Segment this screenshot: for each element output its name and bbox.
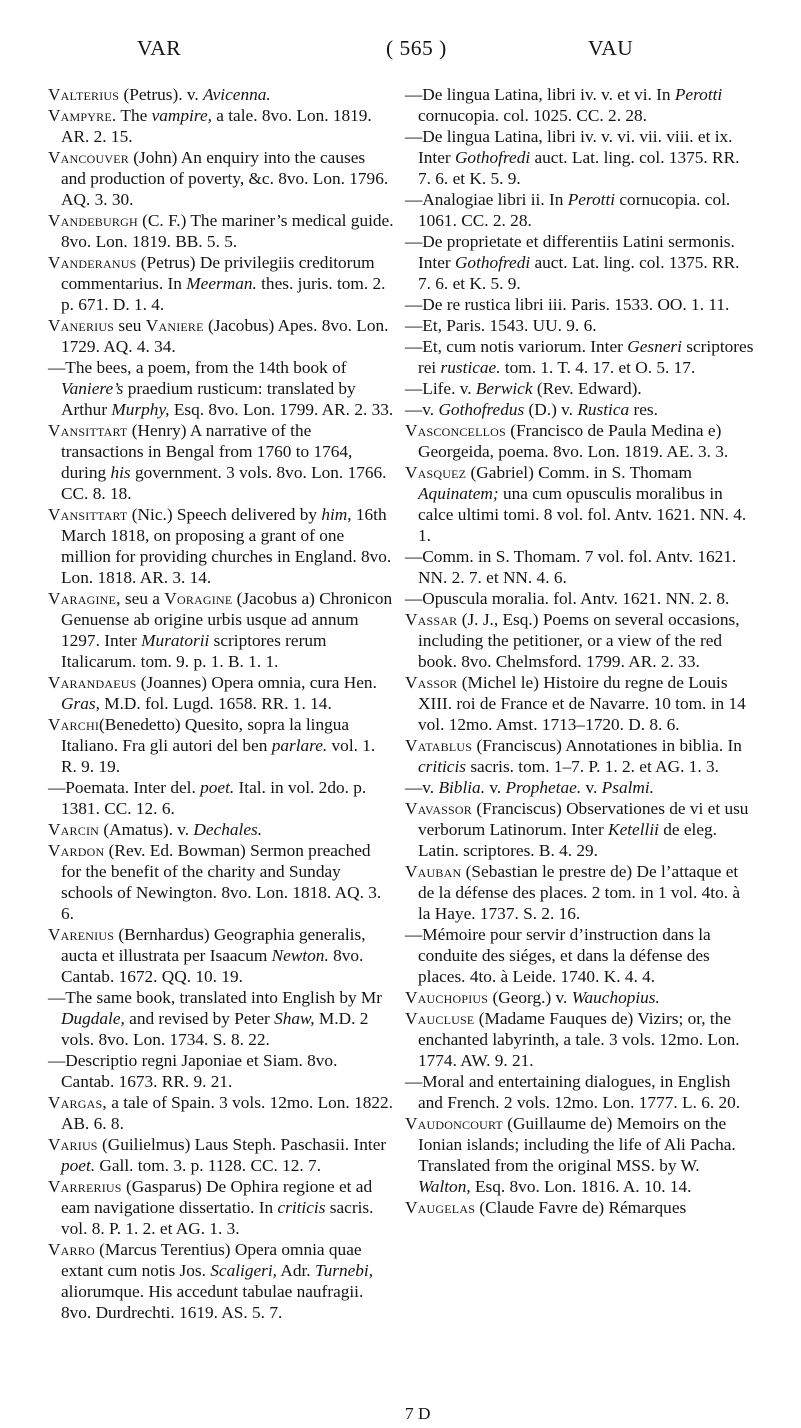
entry-italic-text: parlare. [271,736,328,755]
entry-text: —Et, Paris. 1543. UU. 9. 6. [405,316,597,335]
entry-headword: Vaudoncourt [405,1114,503,1133]
entry-text: seu [114,316,146,335]
entry-headword: Vargas, [48,1093,107,1112]
entry-text: (Guilielmus) Laus Steph. Paschasii. Inter [97,1135,387,1154]
entry-text: sacris. tom. 1–7. P. 1. 2. et AG. 1. 3. [466,757,719,776]
catalog-entry [48,84,394,105]
left-column [48,84,394,1323]
entry-headword: Vauchopius [405,988,489,1007]
entry-italic-text: poet. [200,778,235,797]
entry-text: auct. Lat. ling. col. 1375. RR. 7. 6. et K. 5. 9. [418,148,740,188]
catalog-entry [405,861,755,924]
entry-italic-text: Dechales. [193,820,263,839]
entry-text: thes. juris. tom. 2. p. 671. D. 1. 4. [61,274,386,314]
catalog-entry [405,1071,755,1113]
catalog-entry [405,315,755,336]
entry-text: (Petrus). v. [119,85,204,104]
entry-text: (Amatus). v. [99,820,194,839]
entry-text: (Jacobus a) Chronicon Genuense ab origine urbis usque ad annum 1297. Inter [61,589,393,650]
catalog-entry [48,819,394,840]
catalog-entry [405,672,755,735]
entry-text: (Joannes) Opera omnia, cura Hen. [136,673,377,692]
entry-text: (Michel le) Histoire du regne de Louis XIII. roi de France et de Navarre. 10 tom. in 14 vol. 12mo. Amst. 1713–1720. D. 8. 6. [418,673,746,734]
entry-text: (Francisco de Paula Medina e) Georgeida, poema. 8vo. Lon. 1819. AE. 3. 3. [418,421,729,461]
catalog-entry [48,252,394,315]
entry-text: (Benedetto) Quesito, sopra la lingua Italiano. Fra gli autori del ben [61,715,350,755]
entry-italic-text: criticis [277,1198,326,1217]
entry-text: cornucopia. col. 1061. CC. 2. 28. [418,190,731,230]
entry-text: seu a [120,589,165,608]
catalog-entry [405,1113,755,1197]
entry-text: scriptores rei [418,337,754,377]
entry-italic-text: rusticae. [440,358,501,377]
entry-text: cornucopia. col. 1025. CC. 2. 28. [418,106,647,125]
catalog-entry [405,378,755,399]
entry-headword: Varcin [48,820,100,839]
entry-text: (C. F.) The mariner’s medical guide. 8vo. Lon. 1819. BB. 5. 5. [61,211,394,251]
entry-text: —Descriptio regni Japoniae et Siam. 8vo. Cantab. 1673. RR. 9. 21. [48,1051,338,1091]
running-header [0,36,801,70]
entry-italic-text: Murphy, [111,400,170,419]
catalog-entry [48,672,394,714]
entry-headword: Vampyre. [48,106,117,125]
entry-italic-text: Gesneri [627,337,682,356]
catalog-entry [405,462,755,546]
entry-text: scriptores rerum Italicarum. tom. 9. p. 1. B. 1. 1. [61,631,327,671]
entry-text: (Guillaume de) Memoirs on the Ionian islands; including the life of Ali Pacha. Translated from the original MSS. by W. [418,1114,736,1175]
entry-italic-text: Scaligeri, [210,1261,277,1280]
page-number: ( 565 ) [386,36,447,60]
catalog-entry [405,987,755,1008]
catalog-entry [48,105,394,147]
catalog-entry [405,735,755,777]
catalog-entry [48,1134,394,1176]
entry-text: (Franciscus) Observationes de vi et usu verborum Latinorum. Inter [418,799,749,839]
right-column [405,84,755,1218]
catalog-entry [48,1239,394,1323]
catalog-entry [405,231,755,294]
entry-text: 16th March 1818, on proposing a grant of one million for providing churches in England. 8vo. Lon. 1818. AR. 3. 14. [61,505,392,587]
entry-headword: Vaucluse [405,1009,475,1028]
entry-headword: Vaugelas [405,1198,476,1217]
entry-italic-text: Muratorii [141,631,210,650]
entry-headword: Vatablus [405,736,473,755]
entry-italic-text: Gras, [61,694,100,713]
entry-text: —Mémoire pour servir d’instruction dans la conduite des siéges, et dans la défense des places. 4to. à Leide. 1740. K. 4. 4. [405,925,711,986]
entry-italic-text: Wauchopius. [571,988,660,1007]
entry-headword: Vassor [405,673,458,692]
entry-text: (Gabriel) Comm. in S. Thomam [466,463,692,482]
entry-text: —Comm. in S. Thomam. 7 vol. fol. Antv. 1621. NN. 2. 7. et NN. 4. 6. [405,547,737,587]
entry-headword: Vansittart [48,421,128,440]
catalog-entry [48,1092,394,1134]
entry-headword: Varchi [48,715,100,734]
entry-text: a tale of Spain. 3 vols. 12mo. Lon. 1822. AB. 6. 8. [61,1093,393,1133]
catalog-entry [48,987,394,1050]
entry-headword: Vanderanus [48,253,137,272]
entry-text: (Petrus) De privilegiis creditorum commentarius. In [61,253,375,293]
entry-headword: Vauban [405,862,462,881]
catalog-entry [405,420,755,462]
entry-headword: Varagine, [48,589,121,608]
catalog-entry [48,420,394,504]
catalog-entry [48,147,394,210]
entry-text: (J. J., Esq.) Poems on several occasions, including the petitioner, or a view of the red book. 8vo. Chelmsford. 1799. AR. 2. 33. [418,610,740,671]
entry-text: —Moral and entertaining dialogues, in English and French. 2 vols. 12mo. Lon. 1777. L. 6. 20. [405,1072,741,1112]
entry-text: (D.) v. [524,400,578,419]
entry-text: auct. Lat. ling. col. 1375. RR. 7. 6. et K. 5. 9. [418,253,740,293]
entry-text: Esq. 8vo. Lon. 1799. AR. 2. 33. [169,400,394,419]
entry-text: una cum opusculis moralibus in calce ultimi tomi. 8 vol. fol. Antv. 1621. NN. 4. 1. [418,484,747,545]
entry-text: M.D. 2 vols. 8vo. Lon. 1734. S. 8. 22. [61,1009,369,1049]
header-right: VAU [588,36,634,60]
entry-text: —De lingua Latina, libri iv. v. vi. vii. viii. et ix. Inter [405,127,733,167]
entry-italic-text: Ketellii [608,820,659,839]
entry-italic-text: Newton. [271,946,329,965]
entry-text: (Franciscus) Annotationes in biblia. In [472,736,742,755]
entry-headword: Varandaeus [48,673,137,692]
catalog-entry [405,399,755,420]
entry-text: (Rev. Ed. Bowman) Sermon preached for the benefit of the charity and Sunday schools of Newington. 8vo. Lon. 1818. AQ. 3. 6. [61,841,382,923]
entry-text: —Analogiae libri ii. In [405,190,568,209]
entry-headword: Vasconcellos [405,421,506,440]
entry-italic-text: Berwick [475,379,533,398]
catalog-entry [48,588,394,672]
catalog-entry [405,777,755,798]
entry-italic-text: poet. [61,1156,96,1175]
entry-text: Voragine [164,589,233,608]
entry-text: (Henry) A narrative of the transactions in Bengal from 1760 to 1764, during [61,421,353,482]
catalog-entry [48,777,394,819]
entry-text: —Et, cum notis variorum. Inter [405,337,628,356]
catalog-entry [48,714,394,777]
entry-italic-text: Gothofredi [454,148,531,167]
entry-italic-text: vampire, [151,106,212,125]
entry-italic-text: Dugdale, [61,1009,125,1028]
entry-headword: Vancouver [48,148,129,167]
entry-text: v. [581,778,602,797]
entry-text: and revised by Peter [124,1009,275,1028]
entry-headword: Vansittart [48,505,128,524]
catalog-entry [405,336,755,378]
catalog-entry [48,210,394,252]
entry-text: (Georg.) v. [488,988,572,1007]
entry-text: a tale. 8vo. Lon. 1819. AR. 2. 15. [61,106,372,146]
entry-text: —De re rustica libri iii. Paris. 1533. OO. 1. 11. [405,295,730,314]
header-left: VAR [137,36,182,60]
entry-headword: Valterius [48,85,120,104]
catalog-entry [48,357,394,420]
entry-text: v. [485,778,506,797]
entry-text: Esq. 8vo. Lon. 1816. A. 10. 14. [470,1177,692,1196]
entry-text: —De lingua Latina, libri iv. v. et vi. In [405,85,675,104]
entry-italic-text: Walton, [418,1177,471,1196]
entry-headword: Vavassor [405,799,473,818]
catalog-entry [48,924,394,987]
entry-text: (Jacobus) Apes. 8vo. Lon. 1729. AQ. 4. 34. [61,316,389,356]
entry-text: M.D. fol. Lugd. 1658. RR. 1. 14. [99,694,332,713]
catalog-entry [405,1197,755,1218]
entry-text: —Opuscula moralia. fol. Antv. 1621. NN. 2. 8. [405,589,730,608]
entry-text: —v. [405,400,439,419]
entry-text: (Claude Favre de) Rémarques [475,1198,687,1217]
entry-text: (John) An enquiry into the causes and production of poverty, &c. 8vo. Lon. 1796. AQ. 3. 30. [61,148,389,209]
entry-headword: Vardon [48,841,105,860]
catalog-entry [405,924,755,987]
catalog-entry [405,1008,755,1071]
entry-italic-text: his [110,463,131,482]
catalog-entry [48,1176,394,1239]
entry-headword: Vanerius [48,316,115,335]
entry-text: Ital. in vol. 2do. p. 1381. CC. 12. 6. [61,778,367,818]
catalog-entry [48,840,394,924]
entry-text: —Life. v. [405,379,476,398]
entry-italic-text: Rustica [577,400,630,419]
entry-text: (Sebastian le prestre de) De l’attaque et de la défense des places. 2 tom. in 1 vol. 4to. à la Haye. 1737. S. 2. 16. [418,862,741,923]
catalog-entry [405,294,755,315]
entry-text: vol. 1. R. 9. 19. [61,736,376,776]
entry-text: (Bernhardus) Geographia generalis, aucta et illustrata per Isaacum [61,925,366,965]
entry-text: aliorumque. His accedunt tabulae naufragii. 8vo. Durdrechti. 1619. AS. 5. 7. [61,1282,364,1322]
entry-headword: Varro [48,1240,95,1259]
entry-text: The [116,106,152,125]
entry-italic-text: Gothofredi [454,253,531,272]
entry-headword: Varrerius [48,1177,122,1196]
entry-text: (Marcus Terentius) Opera omnia quae extant cum notis Jos. [61,1240,362,1280]
entry-headword: Vassar [405,610,458,629]
entry-text: —The same book, translated into English by Mr [48,988,383,1007]
catalog-entry [405,798,755,861]
entry-headword: Vasquez [405,463,467,482]
entry-text: Adr. [277,1261,315,1280]
entry-italic-text: Meerman. [186,274,257,293]
entry-text: (Nic.) Speech delivered by [127,505,322,524]
entry-italic-text: Turnebi, [314,1261,374,1280]
entry-text: —The bees, a poem, from the 14th book of [48,358,347,377]
catalog-entry [48,1050,394,1092]
entry-text: —De proprietate et differentiis Latini sermonis. Inter [405,232,735,272]
catalog-entry [48,315,394,357]
entry-text: —v. [405,778,439,797]
entry-italic-text: Gothofredus [438,400,525,419]
entry-headword: Varenius [48,925,115,944]
entry-italic-text: Biblia. [438,778,486,797]
entry-text: sacris. vol. 8. P. 1. 2. et AG. 1. 3. [61,1198,374,1238]
catalog-entry [405,126,755,189]
entry-text: praedium rusticum: translated by Arthur [61,379,356,419]
entry-headword: Vandeburgh [48,211,138,230]
entry-text: (Rev. Edward). [532,379,642,398]
entry-text: de eleg. Latin. scriptores. B. 4. 29. [418,820,717,860]
entry-italic-text: Perotti [567,190,616,209]
entry-text: res. [629,400,658,419]
entry-italic-text: Shaw, [274,1009,315,1028]
entry-text: (Gasparus) De Ophira regione et ad eam navigatione dissertatio. In [61,1177,373,1217]
entry-italic-text: Perotti [674,85,723,104]
catalog-entry [405,588,755,609]
entry-text: 8vo. Cantab. 1672. QQ. 10. 19. [61,946,364,986]
entry-italic-text: Vaniere’s [61,379,124,398]
catalog-entry [48,504,394,588]
entry-text: government. 3 vols. 8vo. Lon. 1766. CC. 8. 18. [61,463,387,503]
entry-italic-text: Psalmi. [601,778,654,797]
entry-text: tom. 1. T. 4. 17. et O. 5. 17. [500,358,696,377]
catalog-entry [405,609,755,672]
entry-text: Gall. tom. 3. p. 1128. CC. 12. 7. [95,1156,322,1175]
catalog-entry [405,546,755,588]
entry-italic-text: criticis [418,757,466,776]
entry-italic-text: Aquinatem; [418,484,499,503]
entry-text: —Poemata. Inter del. [48,778,201,797]
entry-text: (Madame Fauques de) Vizirs; or, the enchanted labyrinth, a tale. 3 vols. 12mo. Lon. 1774. AW. 9. 21. [418,1009,740,1070]
entry-italic-text: Avicenna. [203,85,271,104]
entry-headword: Varius [48,1135,98,1154]
signature-mark: 7 D [405,1404,431,1423]
entry-text: Vaniere [145,316,204,335]
entry-italic-text: Prophetae. [505,778,582,797]
catalog-entry [405,189,755,231]
catalog-entry [405,84,755,126]
entry-italic-text: him, [321,505,352,524]
